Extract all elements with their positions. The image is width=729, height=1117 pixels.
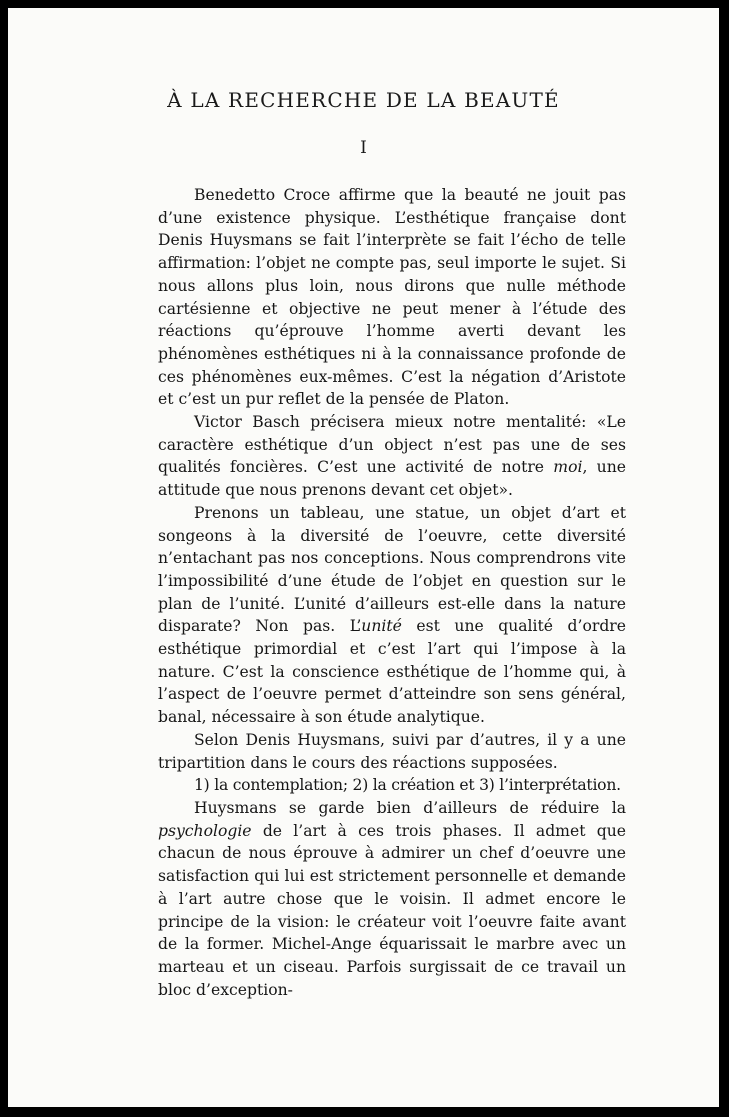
section-number: I — [360, 138, 367, 158]
paragraph-1-text: Benedetto Croce affirme que la beauté ne jouit pas d’une existence physique. L’esthétique française dont Denis Huysmans se fait l’interprète se fait l’écho de telle affirmation: l’objet ne compte pas, seul importe le sujet. Si nous allons plus loin, nous dirons que nulle méthode cartésienne et objective ne peut mener à l’étude des réactions qu’éprouve l’homme averti devant les phénomènes esthétiques ni à la connaissance profonde de ces phénomènes eux-mêmes. C’est la négation d’Aristote et c’est un pur reflet de la pensée de Platon. — [158, 186, 626, 409]
paragraph-6-italic-psychologie: psychologie — [158, 821, 252, 840]
paragraph-3-text-b: est une qualité d’ordre esthétique primordial et c’est l’art qui l’impose à la nature. C’est la conscience esthétique de l’homme qui, à l’aspect de l’oeuvre permet d’atteindre son sens général, banal, nécessaire à son étude analytique. — [158, 617, 626, 727]
paragraph-6 — [158, 797, 626, 1001]
paragraph-1 — [158, 184, 626, 411]
paragraph-2-italic-moi: moi — [553, 458, 583, 477]
paragraph-5-text: 1) la contemplation; 2) la création et 3) l’interprétation. — [194, 776, 621, 795]
chapter-title: À LA RECHERCHE DE LA BEAUTÉ — [167, 88, 560, 112]
paragraph-3 — [158, 502, 626, 729]
book-page — [8, 8, 719, 1107]
paragraph-2-text-b: , une attitude que nous prenons devant cet objet». — [158, 458, 627, 500]
paragraph-4-text: Selon Denis Huysmans, suivi par d’autres, il y a une tripartition dans le cours des réactions supposées. — [158, 730, 626, 772]
paragraph-2 — [158, 411, 626, 502]
paragraph-2-text-a: Victor Basch précisera mieux notre mentalité: «Le caractère esthétique d’un object n’est pas une de ses qualités foncières. C’est une activité de notre — [158, 413, 626, 477]
paragraph-6-text-b: de l’art à ces trois phases. Il admet que chacun de nous éprouve à admirer un chef d’oeuvre une satisfaction qui lui est strictement personnelle et demande à l’art autre chose que le voisin. Il admet encore le principe de la vision: le créateur voit l’oeuvre faite avant de la former. Michel-Ange équarissait le marbre avec un marteau et un ciseau. Parfois surgissait de ce travail un bloc d’exception- — [158, 821, 626, 999]
paragraph-4 — [158, 729, 626, 774]
paragraph-5-list — [158, 774, 626, 797]
paragraph-3-italic-unite: unité — [361, 617, 402, 636]
paragraph-3-text-a: Prenons un tableau, une statue, un objet d’art et songeons à la diversité de l’oeuvre, cette diversité n’entachant pas nos conceptions. Nous comprendrons vite l’impossibilité d’une étude de l’objet en question sur le plan de l’unité. L’unité d’ailleurs est-elle dans la nature disparate? Non pas. L’ — [158, 503, 626, 636]
paragraph-6-text-a: Huysmans se garde bien d’ailleurs de réduire la — [194, 798, 626, 817]
body-text — [158, 184, 626, 1001]
